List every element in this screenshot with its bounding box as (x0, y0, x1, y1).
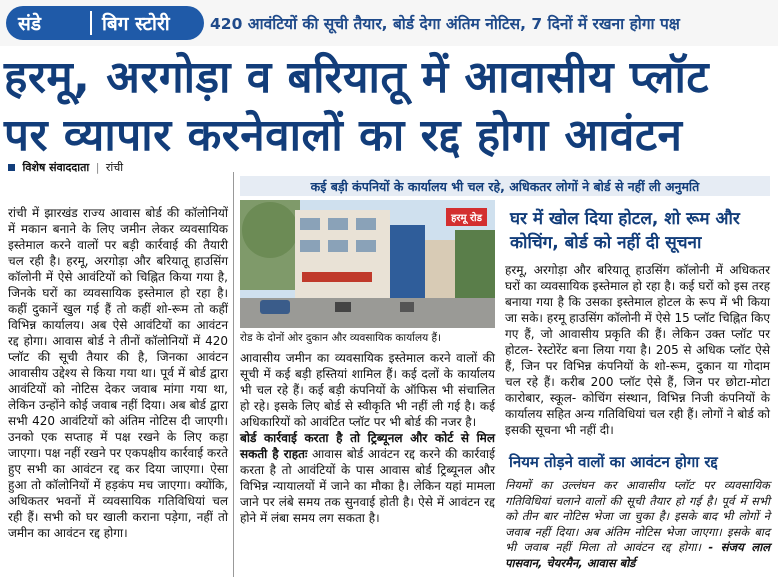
byline (8, 160, 123, 175)
badge-divider (90, 11, 92, 35)
photo-heading: कई बड़ी कंपनियों के कार्यालय भी चल रहे, अधिकतर लोगों ने बोर्ड से नहीं ली अनुमति (240, 176, 770, 196)
brand-label: संडे (18, 13, 42, 35)
box-heading: घर में खोल दिया होटल, शो रूम और कोचिंग, बोर्ड को नहीं दी सूचना (510, 209, 740, 253)
column-2-paragraph: आवासीय जमीन का व्यवसायिक इस्तेमाल करने वालों की सूची में कई बड़ी हस्तियां शामिल हैं। कई दलों के कार्यालय भी चल रहे हैं। कई बड़ी कंपनियों के ऑफिस भी संचालित हो रहे। इसके लिए बोर्ड से स्वीकृति भी नहीं ली गई है। कई अधिकारियों को आवंटित प्लॉट पर भी बोर्ड की नजर है। (240, 351, 495, 429)
section-badge (6, 6, 204, 40)
byline-place: रांची (105, 161, 124, 174)
headline-line-2: पर व्यापार करनेवालों का रद्द होगा आवंटन (4, 110, 683, 161)
column-2-subheading: बोर्ड कार्रवाई करता है तो ट्रिब्यूनल और कोर्ट से मिल सकती है राहतः (240, 431, 495, 461)
byline-separator: | (95, 161, 100, 174)
byline-bullet-icon (8, 164, 15, 171)
photo-location-label: हरमू रोड (446, 208, 487, 226)
subheadline: 420 आवंटियों की सूची तैयार, बोर्ड देगा अंतिम नोटिस, 7 दिनों में रखना होगा पक्ष (210, 15, 680, 33)
column-2-paragraph-2: आवास बोर्ड आवंटन रद्द करने की कार्रवाई करता है तो आवंटियों के पास आवास बोर्ड ट्रिब्यूनल और विभिन्न न्यायालयों में जाने का मौका है। लेकिन यहां मामला जाने पर लंबे समय तक सुनवाई होती है। ऐसे में आवंटन रद्द होने में लंबा समय लग सकता है। (240, 447, 495, 525)
street-photo (240, 200, 495, 328)
section-label: बिग स्टोरी (102, 13, 170, 35)
quote-text: नियमों का उल्लंघन कर आवासीय प्लॉट पर व्यवसायिक गतिविधियां चलाने वालों की सूची तैयार हो गई है। पूर्व में सभी को तीन बार नोटिस भेजा जा चुका है। इसके बाद भी लोगों ने जवाब नहीं दिया। अब अंतिम नोटिस भेजा जाएगा। इसके बाद भी जवाब नहीं मिला तो आवंटन रद्द होगा। (505, 478, 770, 554)
article-column-1: रांची में झारखंड राज्य आवास बोर्ड की कॉलोनियों में मकान बनाने के लिए जमीन लेकर व्यवसायिक इस्तेमाल करने वालों पर बड़ी कार्रवाई की तैयारी चल रही है। हरमू, अरगोड़ा और बरियातू हाउसिंग कॉलोनी में ऐसे आवंटियों को चिह्नित किया गया है, जिनके घरों का व्यवसायिक इस्तेमाल हो रहा है। कहीं दुकानें खुल गई हैं तो कहीं शो-रूम तो कहीं विभिन्न कार्यालय। अब ऐसे आवंटियों का आवंटन रद्द होगा। आवास बोर्ड ने तीनों कॉलोनियों में 420 प्लॉट की सूची तैयार की है, जिनका आवंटन आवासीय उद्देश्य से किया गया था। पूर्व में बोर्ड द्वारा आवंटियों को नोटिस देकर जवाब मांगा गया था, लेकिन उन्होंने कोई जवाब नहीं दिया। अब बोर्ड द्वारा सभी 420 आवंटियों को अंतिम नोटिस दी जाएगी। उनको एक सप्ताह में पक्ष रखने के लिए कहा जाएगा। पक्ष नहीं रखने पर एकपक्षीय कार्रवाई करते हुए सभी का आवंटन रद्द कर दिया जाएगा। ऐसा हुआ तो कॉलोनियों में हड़कंप मच जाएगा। क्योंकि, अधिकतर भवनों में व्यवसायिक गतिविधियां चल रही हैं। सभी को घर खाली कराना पड़ेगा, नहीं तो जमीन का आवंटन रद्द होगा। (8, 206, 228, 540)
byline-author: विशेष संवाददाता (22, 161, 90, 174)
rule-heading: नियम तोड़ने वालों का आवंटन होगा रद्द (509, 453, 718, 471)
headline-line-1: हरमू, अरगोड़ा व बरियातू में आवासीय प्लॉट (4, 52, 710, 103)
tag-bar (0, 0, 778, 46)
box-body: हरमू, अरगोड़ा और बरियातू हाउसिंग कॉलोनी में अधिकतर घरों का व्यवसायिक इस्तेमाल हो रहा है। कई घरों को इस तरह बनाया गया है कि उसका इस्तेमाल होटल के रूप में भी किया जा सके। हरमू हाउसिंग कॉलोनी में ऐसे 15 प्लॉट चिह्नित किए गए हैं, जो आवासीय प्रकृति की हैं। लेकिन उक्त प्लॉट पर होटल- रेस्टोरेंट बना लिया गया है। 205 से अधिक प्लॉट ऐसे हैं, जिन पर विभिन्न कंपनियों के शो-रूम, दुकान या गोदाम चल रहे हैं। करीब 200 प्लॉट ऐसे हैं, जिन पर छोटा-मोटा कारोबार, स्कूल- कोचिंग संस्थान, विभिन्न निजी कंपनियों के कार्यालय सहित अन्य गतिविधियां चल रही हैं। लोगों ने बोर्ड को इसकी सूचना भी नहीं दी। (505, 263, 770, 437)
column-divider (233, 172, 234, 577)
quote-attribution: - संजय लाल पासवान, चेयरमैन, आवास बोर्ड (505, 540, 771, 570)
article-column-2 (240, 350, 495, 526)
rule-quote (505, 478, 770, 571)
photo-caption: रोड के दोनों ओर दुकान और व्यवसायिक कार्यालय हैं। (240, 332, 442, 344)
